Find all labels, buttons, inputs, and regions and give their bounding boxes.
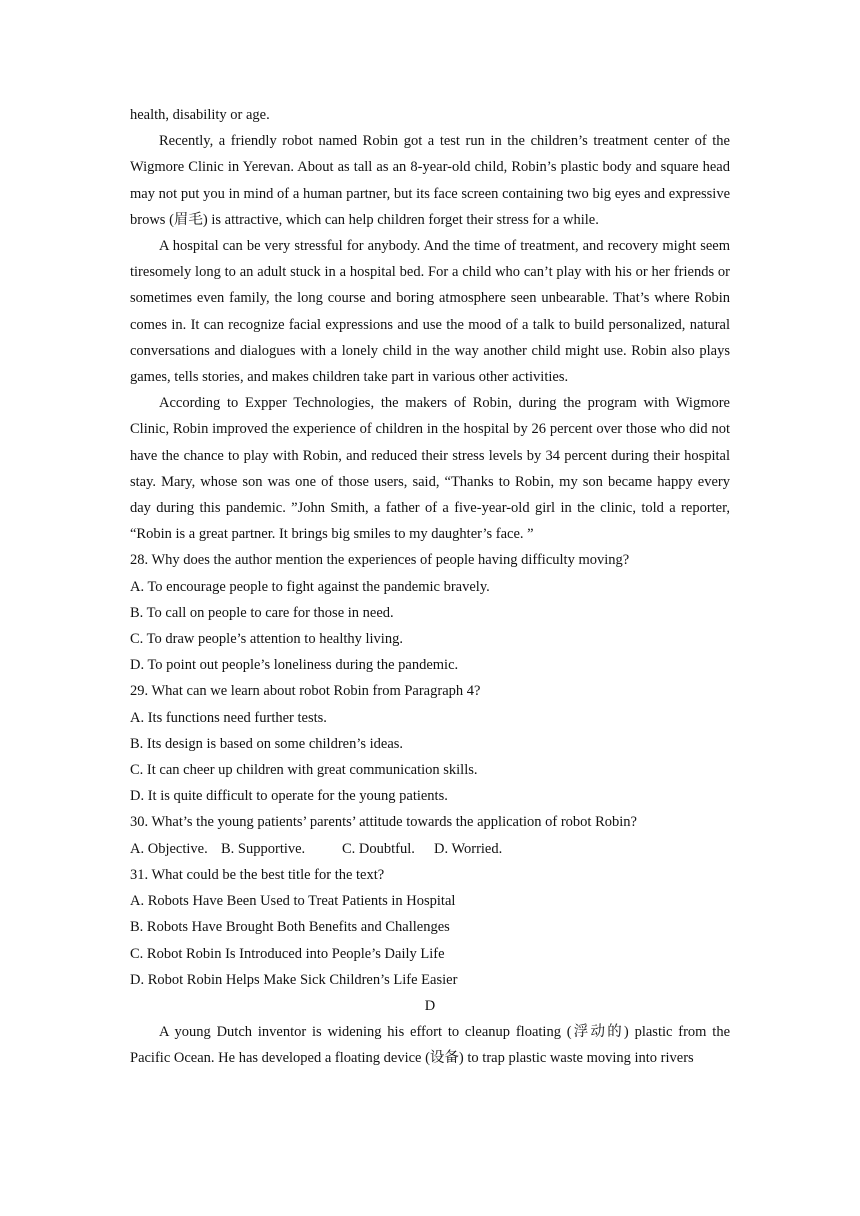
- paragraph-hospital-stress: A hospital can be very stressful for anybody. And the time of treatment, and recovery might seem tiresomely long to an adult stuck in a hospital bed. For a child who can’t play with his or her friends or sometimes even family, the long course and boring atmosphere seen unbearable. That’s where Robin comes in. It can recognize facial expressions and use the mood of a talk to build personalized, natural conversations and dialogues with a lonely child in the way another child might use. Robin also plays games, tells stories, and makes children take part in various other activities.: [130, 238, 730, 386]
- option-a: A. Objective.: [130, 840, 208, 857]
- question-30: [130, 809, 730, 861]
- option-c: C. Robot Robin Is Introduced into People’s Daily Life: [130, 945, 445, 962]
- paragraph-tail: health, disability or age.: [130, 107, 270, 123]
- question-28: [130, 547, 730, 678]
- question-stem: 30. What’s the young patients’ parents’ attitude towards the application of robot Robin?: [130, 814, 637, 831]
- option-d: D. Worried.: [434, 840, 503, 857]
- option-b: B. Supportive.: [221, 840, 306, 857]
- paragraph-results: According to Expper Technologies, the makers of Robin, during the program with Wigmore Clinic, Robin improved the experience of children in the hospital by 26 percent over those who did not have the chance to play with Robin, and reduced their stress levels by 34 percent during their hospital stay. Mary, whose son was one of those users, said, “Thanks to Robin, my son became happy every day during this pandemic. ”John Smith, a father of a five-year-old girl in the clinic, told a reporter, “Robin is a great partner. It brings big smiles to my daughter’s face. ”: [130, 395, 730, 543]
- option-b: B. Robots Have Brought Both Benefits and Challenges: [130, 919, 450, 936]
- question-stem: 29. What can we learn about robot Robin from Paragraph 4?: [130, 683, 481, 700]
- section-heading-d: D: [424, 997, 436, 1014]
- question-31: [130, 862, 730, 993]
- question-29: [130, 678, 730, 809]
- option-c: C. To draw people’s attention to healthy living.: [130, 631, 403, 648]
- option-a: A. To encourage people to fight against the pandemic bravely.: [130, 578, 490, 595]
- option-d: D. Robot Robin Helps Make Sick Children’s Life Easier: [130, 971, 458, 988]
- paragraph-robin-intro: Recently, a friendly robot named Robin got a test run in the children’s treatment center of the Wigmore Clinic in Yerevan. About as tall as an 8-year-old child, Robin’s plastic body and square head may not put you in mind of a human partner, but its face screen containing two big eyes and expressive brows (眉毛) is attractive, which can help children forget their stress for a while.: [130, 133, 730, 228]
- option-c: C. It can cheer up children with great communication skills.: [130, 762, 478, 779]
- paragraph-dutch-inventor: A young Dutch inventor is widening his effort to cleanup floating (浮动的) plastic from the Pacific Ocean. He has developed a floating device (设备) to trap plastic waste moving into rivers: [130, 1024, 730, 1067]
- option-c: C. Doubtful.: [342, 840, 415, 857]
- question-stem: 31. What could be the best title for the text?: [130, 866, 385, 883]
- option-b: B. To call on people to care for those in need.: [130, 604, 394, 621]
- option-b: B. Its design is based on some children’s ideas.: [130, 735, 404, 752]
- option-d: D. It is quite difficult to operate for the young patients.: [130, 788, 448, 805]
- option-d: D. To point out people’s loneliness during the pandemic.: [130, 657, 459, 674]
- question-stem: 28. Why does the author mention the experiences of people having difficulty moving?: [130, 552, 630, 569]
- options-row: [130, 836, 730, 862]
- option-a: A. Its functions need further tests.: [130, 709, 327, 726]
- option-a: A. Robots Have Been Used to Treat Patients in Hospital: [130, 893, 456, 910]
